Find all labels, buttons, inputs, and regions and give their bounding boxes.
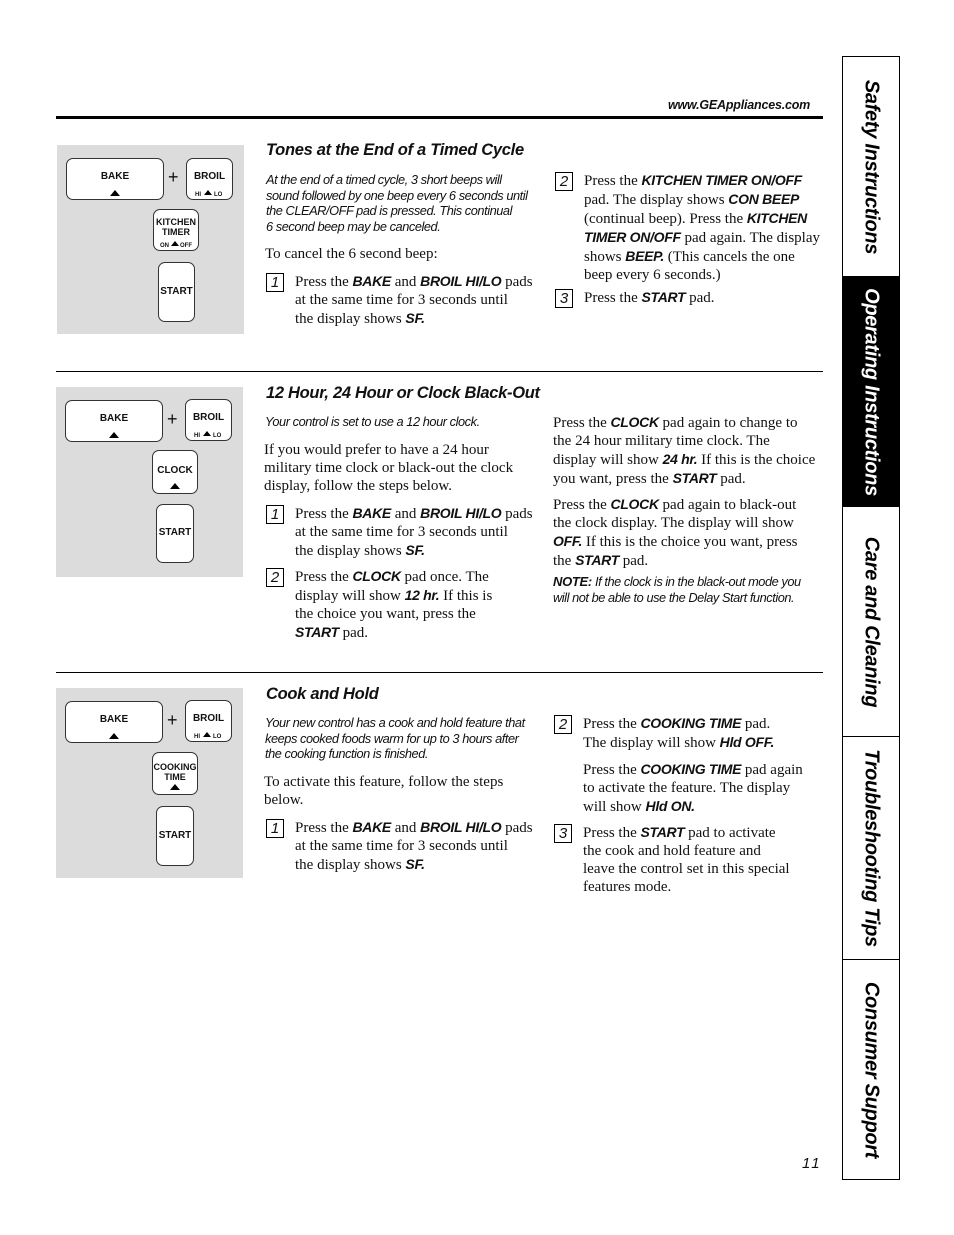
plus-sign: +	[167, 409, 178, 429]
broil-pad: BROIL HI LO	[185, 700, 232, 742]
section-intro-cook-hold: Your new control has a cook and hold feature that keeps cooked foods warm for up to 3 hours after the cooking function is finished.	[265, 715, 525, 761]
keypad-illustration-tones	[57, 145, 244, 334]
tab-consumer-support[interactable]: Consumer Support	[860, 981, 883, 1158]
bake-pad: BAKE	[65, 701, 163, 743]
cancel-beep-text: To cancel the 6 second beep:	[265, 246, 438, 262]
section-title-clock: 12 Hour, 24 Hour or Clock Black-Out	[266, 384, 540, 402]
bake-pad-arrow-icon	[109, 733, 119, 739]
cooking-time-pad: COOKING TIME	[152, 752, 198, 795]
section-intro-tones: At the end of a timed cycle, 3 short beeps will sound followed by one beep every 6 seconds until the CLEAR/OFF pad is pressed. This continual 6 second beep may be canceled.	[266, 172, 528, 234]
start-pad: START	[156, 504, 194, 563]
tab-safety-instructions[interactable]: Safety Instructions	[843, 57, 899, 277]
clock-24hr-text: Press the CLOCK pad again to change to the 24 hour military time clock. The display will show 24 hr. If this is the choice you want, press the START pad.	[553, 414, 816, 487]
section-title-tones: Tones at the End of a Timed Cycle	[266, 141, 524, 159]
clock-body-text: If you would prefer to have a 24 hour military time clock or black-out the clock display, follow the steps below.	[264, 442, 514, 494]
plus-sign: +	[168, 167, 179, 187]
broil-pad-arrow-icon	[204, 190, 212, 195]
header-rule	[56, 116, 823, 119]
broil-pad-arrow-icon	[203, 431, 211, 436]
start-pad: START	[158, 262, 195, 322]
bake-pad-arrow-icon	[109, 432, 119, 438]
cook-hold-step-2-continued: Press the COOKING TIME pad again to activate the feature. The display will show Hld ON.	[583, 761, 803, 815]
broil-pad-arrow-icon	[203, 732, 211, 737]
section-title-cook-hold: Cook and Hold	[266, 685, 379, 703]
plus-sign: +	[167, 710, 178, 730]
section-intro-clock: Your control is set to use a 12 hour clock.	[265, 414, 480, 429]
tab-troubleshooting-tips[interactable]: Troubleshooting Tips	[843, 737, 899, 960]
broil-pad: BROIL HI LO	[185, 399, 232, 441]
cook-hold-body-text: To activate this feature, follow the steps below.	[264, 774, 504, 808]
tab-care-and-cleaning[interactable]: Care and Cleaning	[843, 507, 899, 737]
clock-note: NOTE: If the clock is in the black-out mode you will not be able to use the Delay Start function.	[553, 574, 801, 605]
start-pad: START	[156, 806, 194, 866]
tab-operating-instructions[interactable]: Operating Instructions	[843, 277, 899, 507]
header-url: www.GEAppliances.com	[668, 98, 811, 112]
clock-pad-arrow-icon	[170, 483, 180, 489]
bake-pad: BAKE	[65, 400, 163, 442]
clock-pad: CLOCK	[152, 450, 198, 494]
section-divider	[56, 672, 823, 673]
keypad-illustration-cook-hold	[56, 688, 243, 878]
bake-pad: BAKE	[66, 158, 164, 200]
kitchen-timer-pad: KITCHEN TIMER ON OFF	[153, 209, 199, 251]
keypad-illustration-clock	[56, 387, 243, 577]
clock-blackout-text: Press the CLOCK pad again to black-out the clock display. The display will show OFF. If this is the choice you want, press the START pad.	[553, 496, 798, 569]
kitchen-timer-arrow-icon	[171, 241, 179, 246]
broil-pad: BROIL HI LO	[186, 158, 233, 200]
page-number: 11	[802, 1155, 822, 1172]
section-tabs	[842, 56, 900, 1180]
bake-pad-arrow-icon	[110, 190, 120, 196]
section-divider	[56, 371, 823, 372]
cooking-time-arrow-icon	[170, 784, 180, 790]
